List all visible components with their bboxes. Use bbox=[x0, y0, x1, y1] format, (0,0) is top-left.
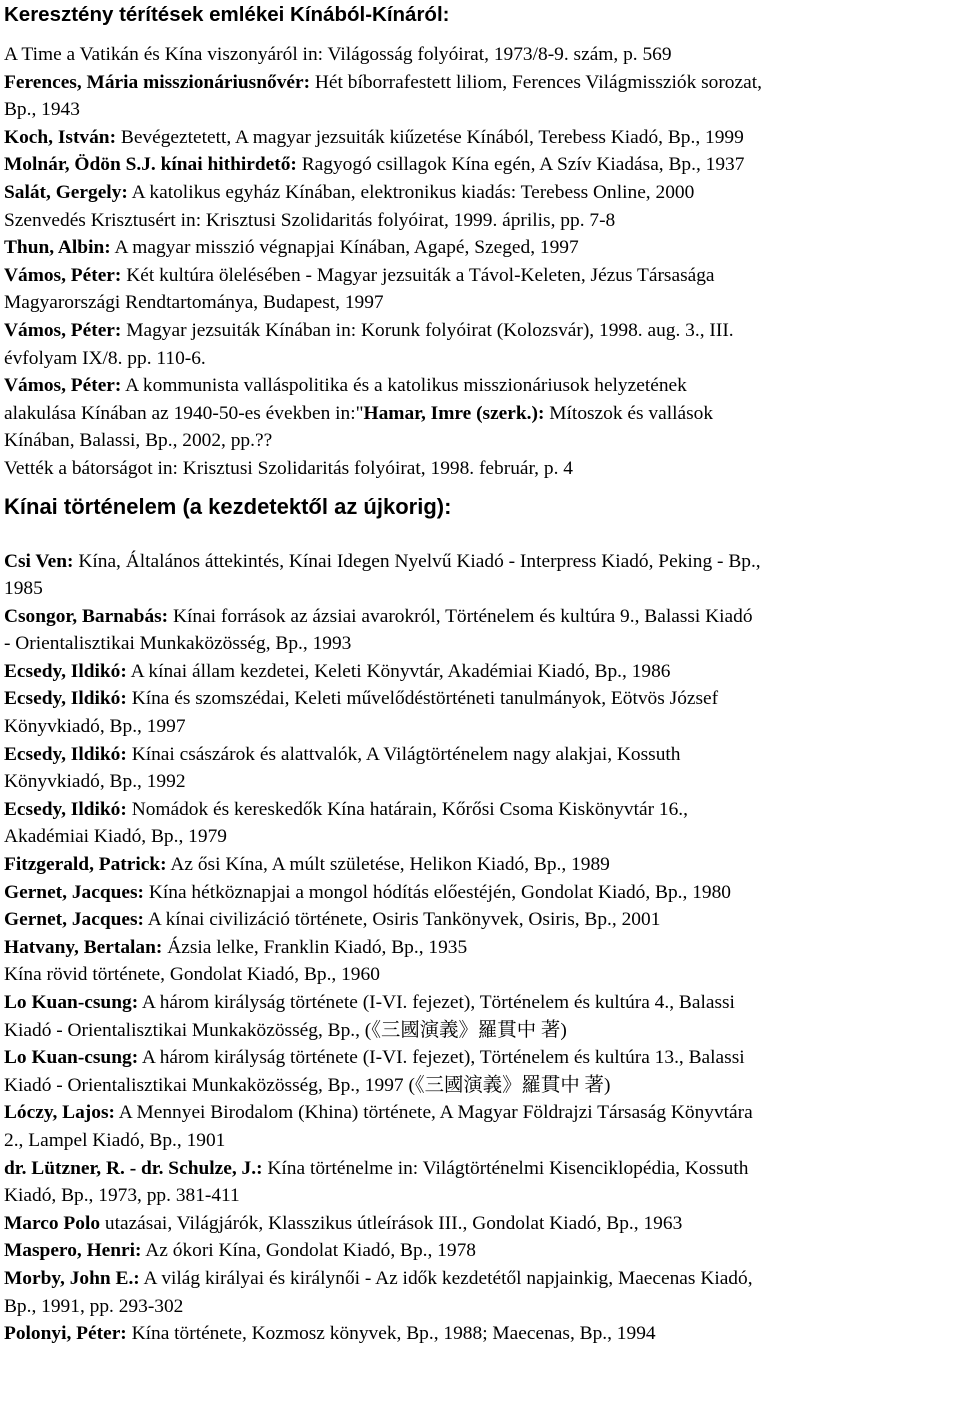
entry-author: Ecsedy, Ildikó: bbox=[4, 743, 127, 765]
entry-line bbox=[4, 1320, 960, 1348]
entry-line bbox=[4, 345, 960, 373]
entry-author: Ferences, Mária misszionáriusnővér: bbox=[4, 71, 311, 93]
entry-text: Könyvkiadó, Bp., 1992 bbox=[4, 771, 186, 793]
entry-text: Ázsia lelke, Franklin Kiadó, Bp., 1935 bbox=[162, 936, 468, 958]
bibliography-entry bbox=[4, 1210, 960, 1238]
entry-text: A kommunista valláspolitika és a katolikus misszionáriusok helyzetének bbox=[121, 375, 687, 397]
entry-text: A három királyság története (I-VI. fejezet), Történelem és kultúra 13., Balassi bbox=[138, 1047, 745, 1069]
bibliography-entry bbox=[4, 372, 960, 455]
bibliography-entry bbox=[4, 1237, 960, 1265]
bibliography-entry bbox=[4, 906, 960, 934]
entry-author: Maspero, Henri: bbox=[4, 1240, 142, 1262]
entry-text: A katolikus egyház Kínában, elektronikus kiadás: Terebess Online, 2000 bbox=[127, 181, 695, 203]
bibliography-entry bbox=[4, 1044, 960, 1099]
bibliography-entry bbox=[4, 685, 960, 740]
entry-author: Vámos, Péter: bbox=[4, 319, 122, 341]
entry-text: 1985 bbox=[4, 578, 43, 600]
entry-text: Kína és szomszédai, Keleti művelődéstörténeti tanulmányok, Eötvös József bbox=[126, 688, 719, 710]
entry-line bbox=[4, 961, 960, 989]
entry-line bbox=[4, 603, 960, 631]
bibliography-entry bbox=[4, 851, 960, 879]
entry-author: Marco Polo bbox=[4, 1212, 101, 1234]
entry-text: Kínában, Balassi, Bp., 2002, pp.?? bbox=[4, 430, 273, 452]
bibliography-entry bbox=[4, 1155, 960, 1210]
entry-author: ): bbox=[531, 402, 545, 424]
entry-author: Polonyi, Péter: bbox=[4, 1323, 127, 1345]
entry-text: Bp., 1991, pp. 293-302 bbox=[4, 1295, 184, 1317]
entry-text: Akadémiai Kiadó, Bp., 1979 bbox=[4, 826, 227, 848]
entry-text: Hét bíborrafestett liliom, Ferences Világmissziók sorozat, bbox=[310, 71, 762, 93]
entry-text: Mítoszok és vallások bbox=[544, 402, 714, 424]
entry-line bbox=[4, 41, 960, 69]
entry-text: Szenvedés Krisztusért in: Krisztusi Szolidaritás folyóirat, 1999. április, pp. 7-8 bbox=[4, 209, 616, 231]
entry-author: Gernet, Jacques: bbox=[4, 909, 145, 931]
entry-author: Ecsedy, Ildikó: bbox=[4, 798, 127, 820]
entry-author: dr. Lützner, R. - dr. Schulze, J.: bbox=[4, 1157, 263, 1179]
entry-text: A világ királyai és királynői - Az idők kezdetétől napjainkig, Maecenas Kiadó, bbox=[139, 1267, 753, 1289]
entry-text: Kínai források az ázsiai avarokról, Történelem és kultúra 9., Balassi Kiadó bbox=[168, 605, 753, 627]
entry-text: A kínai állam kezdetei, Keleti Könyvtár, Akadémiai Kiadó, Bp., 1986 bbox=[126, 660, 671, 682]
bibliography-entry bbox=[4, 455, 960, 483]
entry-author: Hatvany, Bertalan: bbox=[4, 936, 163, 958]
bibliography-entry bbox=[4, 262, 960, 317]
bibliography-entry bbox=[4, 989, 960, 1044]
bibliography-entry bbox=[4, 658, 960, 686]
bibliography-entry bbox=[4, 41, 960, 69]
entry-text: - Orientalisztikai Munkaközösség, Bp., 1993 bbox=[4, 633, 352, 655]
entry-line bbox=[4, 179, 960, 207]
entry-line bbox=[4, 685, 960, 713]
entry-author: Vámos, Péter: bbox=[4, 264, 122, 286]
bibliography-entry bbox=[4, 1265, 960, 1320]
entry-author: Lóczy, Lajos: bbox=[4, 1102, 115, 1124]
entry-line bbox=[4, 1127, 960, 1155]
bibliography-entry bbox=[4, 796, 960, 851]
entry-line bbox=[4, 1017, 960, 1045]
entry-author: Fitzgerald, Patrick: bbox=[4, 854, 167, 876]
entry-line bbox=[4, 768, 960, 796]
entry-line bbox=[4, 427, 960, 455]
entry-author: Csi Ven: bbox=[4, 550, 74, 572]
entry-line bbox=[4, 1182, 960, 1210]
entry-author: Lo Kuan-csung: bbox=[4, 1047, 139, 1069]
bibliography-list-history bbox=[4, 548, 960, 1348]
entry-line bbox=[4, 400, 960, 428]
entry-text: Az ókori Kína, Gondolat Kiadó, Bp., 1978 bbox=[141, 1240, 476, 1262]
entry-line bbox=[4, 69, 960, 97]
bibliography-entry bbox=[4, 1320, 960, 1348]
entry-text: Ragyogó csillagok Kína egén, A Szív Kiadása, Bp., 1937 bbox=[296, 154, 745, 176]
entry-line bbox=[4, 989, 960, 1017]
entry-line bbox=[4, 1099, 960, 1127]
bibliography-entry bbox=[4, 603, 960, 658]
section-heading-christian-missions: Keresztény térítések emlékei Kínából-Kínáról: bbox=[4, 3, 450, 26]
entry-text: Könyvkiadó, Bp., 1997 bbox=[4, 716, 186, 738]
entry-text: Kína, Általános áttekintés, Kínai Idegen Nyelvű Kiadó - Interpress Kiadó, Peking - Bp., bbox=[73, 550, 761, 572]
entry-line bbox=[4, 234, 960, 262]
entry-text: Magyarországi Rendtartománya, Budapest, 1997 bbox=[4, 292, 384, 314]
entry-text: A Time a Vatikán és Kína viszonyáról in: Világosság folyóirat, 1973/8-9. szám, p. 569 bbox=[4, 44, 672, 65]
bibliography-entry bbox=[4, 207, 960, 235]
entry-text: Kína rövid története, Gondolat Kiadó, Bp., 1960 bbox=[4, 964, 380, 986]
bibliography-entry bbox=[4, 548, 960, 603]
entry-author: Ecsedy, Ildikó: bbox=[4, 688, 127, 710]
entry-text: Vették a bátorságot in: Krisztusi Szolidaritás folyóirat, 1998. február, p. 4 bbox=[4, 457, 573, 479]
bibliography-entry bbox=[4, 179, 960, 207]
entry-text: Bevégeztetett, A magyar jezsuiták kiűzetése Kínából, Terebess Kiadó, Bp., 1999 bbox=[116, 126, 744, 148]
entry-line bbox=[4, 455, 960, 483]
entry-text: Magyar jezsuiták Kínában in: Korunk folyóirat (Kolozsvár), 1998. aug. 3., III. bbox=[121, 319, 734, 341]
entry-text: A magyar misszió végnapjai Kínában, Agapé, Szeged, 1997 bbox=[110, 237, 579, 259]
entry-line bbox=[4, 207, 960, 235]
entry-line bbox=[4, 1210, 960, 1238]
entry-text: alakulása Kínában az 1940-50-es években in:" bbox=[4, 402, 364, 424]
entry-text: Kínai császárok és alattvalók, A Világtörténelem nagy alakjai, Kossuth bbox=[126, 743, 681, 765]
bibliography-entry bbox=[4, 934, 960, 962]
entry-line bbox=[4, 658, 960, 686]
bibliography-entry bbox=[4, 69, 960, 124]
entry-line bbox=[4, 262, 960, 290]
entry-text: Kiadó - Orientalisztikai Munkaközösség, Bp., (《三國演義》羅貫中 著) bbox=[4, 1019, 567, 1041]
entry-line bbox=[4, 96, 960, 124]
entry-line bbox=[4, 1265, 960, 1293]
entry-text: utazásai, Világjárók, Klasszikus útleírások III., Gondolat Kiadó, Bp., 1963 bbox=[100, 1212, 683, 1234]
entry-text: Nomádok és kereskedők Kína határain, Kőrősi Csoma Kiskönyvtár 16., bbox=[126, 798, 688, 820]
entry-author: Thun, Albin: bbox=[4, 237, 111, 259]
entry-line bbox=[4, 823, 960, 851]
entry-line bbox=[4, 1155, 960, 1183]
entry-line bbox=[4, 372, 960, 400]
bibliography-entry bbox=[4, 124, 960, 152]
entry-line bbox=[4, 548, 960, 576]
entry-text: évfolyam IX/8. pp. 110-6. bbox=[4, 347, 206, 369]
bibliography-entry bbox=[4, 317, 960, 372]
entry-line bbox=[4, 934, 960, 962]
bibliography-list-missions bbox=[4, 41, 960, 483]
entry-text: A Mennyei Birodalom (Khina) története, A Magyar Földrajzi Társaság Könyvtára bbox=[114, 1102, 753, 1124]
entry-text: Kiadó - Orientalisztikai Munkaközösség, Bp., 1997 (《三國演義》羅貫中 著) bbox=[4, 1074, 611, 1096]
entry-line bbox=[4, 630, 960, 658]
entry-line bbox=[4, 713, 960, 741]
bibliography-entry bbox=[4, 1099, 960, 1154]
bibliography-entry bbox=[4, 234, 960, 262]
entry-text: A kínai civilizáció története, Osiris Tankönyvek, Osiris, Bp., 2001 bbox=[144, 909, 661, 931]
entry-text: A három királyság története (I-VI. fejezet), Történelem és kultúra 4., Balassi bbox=[138, 992, 735, 1013]
entry-text: Két kultúra ölelésében - Magyar jezsuiták a Távol-Keleten, Jézus Társasága bbox=[121, 264, 715, 286]
entry-line bbox=[4, 796, 960, 824]
bibliography-entry bbox=[4, 879, 960, 907]
entry-line bbox=[4, 1072, 960, 1100]
entry-author: Koch, István: bbox=[4, 126, 117, 148]
entry-author: Hamar, Imre (szerk. bbox=[363, 402, 532, 424]
entry-author: Morby, John E.: bbox=[4, 1267, 140, 1289]
entry-author: Csongor, Barnabás: bbox=[4, 605, 169, 627]
entry-line bbox=[4, 289, 960, 317]
entry-author: Ecsedy, Ildikó: bbox=[4, 660, 127, 682]
entry-line bbox=[4, 575, 960, 603]
entry-line bbox=[4, 741, 960, 769]
entry-text: Kína hétköznapjai a mongol hódítás előestéjén, Gondolat Kiadó, Bp., 1980 bbox=[144, 881, 731, 903]
entry-line bbox=[4, 851, 960, 879]
section-heading-chinese-history: Kínai történelem (a kezdetektől az újkorig): bbox=[4, 493, 452, 519]
bibliography-entry bbox=[4, 961, 960, 989]
entry-text: Kína története, Kozmosz könyvek, Bp., 1988; Maecenas, Bp., 1994 bbox=[126, 1323, 656, 1345]
entry-text: Bp., 1943 bbox=[4, 99, 80, 121]
bibliography-entry bbox=[4, 151, 960, 179]
entry-line bbox=[4, 1293, 960, 1321]
bibliography-entry bbox=[4, 741, 960, 796]
entry-author: Molnár, Ödön S.J. kínai hithirdető: bbox=[4, 154, 297, 176]
entry-text: Kiadó, Bp., 1973, pp. 381-411 bbox=[4, 1185, 240, 1207]
entry-author: Salát, Gergely: bbox=[4, 181, 128, 203]
entry-text: Az ősi Kína, A múlt születése, Helikon Kiadó, Bp., 1989 bbox=[166, 854, 610, 876]
entry-line bbox=[4, 906, 960, 934]
entry-line bbox=[4, 1044, 960, 1072]
entry-text: 2., Lampel Kiadó, Bp., 1901 bbox=[4, 1129, 226, 1151]
entry-author: Vámos, Péter: bbox=[4, 375, 122, 397]
entry-line bbox=[4, 124, 960, 152]
entry-text: Kína történelme in: Világtörténelmi Kisenciklopédia, Kossuth bbox=[262, 1157, 749, 1179]
entry-line bbox=[4, 151, 960, 179]
entry-line bbox=[4, 879, 960, 907]
entry-line bbox=[4, 317, 960, 345]
entry-line bbox=[4, 1237, 960, 1265]
entry-author: Gernet, Jacques: bbox=[4, 881, 145, 903]
entry-author: Lo Kuan-csung: bbox=[4, 992, 139, 1013]
